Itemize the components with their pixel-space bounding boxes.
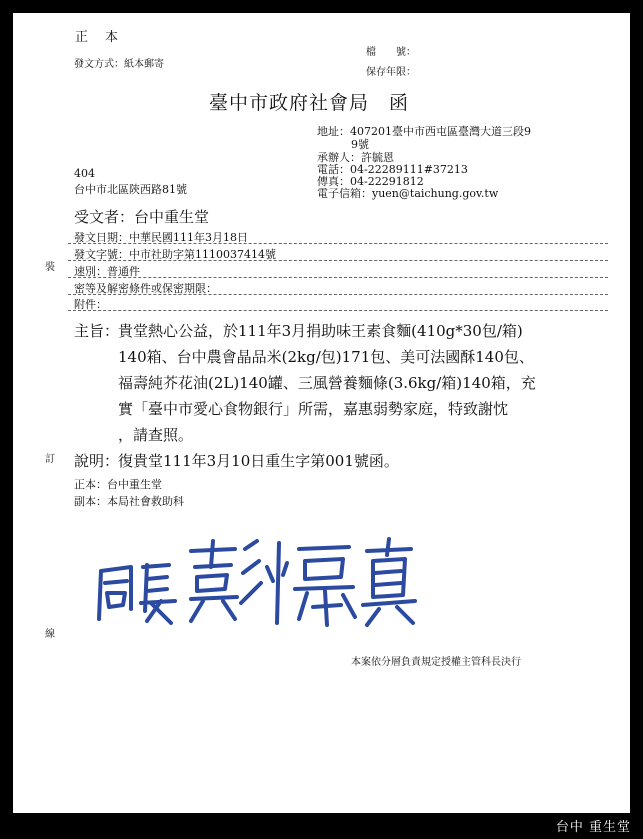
document-page bbox=[13, 13, 630, 813]
copy-type: 正 本 bbox=[75, 30, 121, 45]
recipient: 受文者：台中重生堂 bbox=[74, 208, 210, 226]
issue-date: 發文日期：中華民國111年3月18日 bbox=[74, 231, 248, 244]
sender-address-line1: 地址：407201臺中市西屯區臺灣大道三段9 bbox=[317, 125, 531, 138]
subject-line: 福壽純芥花油(2L)140罐、三風營養麵條(3.6kg/箱)140箱，充 bbox=[118, 374, 536, 392]
sender-phone: 電話：04-22289111#37213 bbox=[317, 163, 468, 176]
binding-mark: 訂 bbox=[45, 454, 55, 465]
divider bbox=[68, 277, 608, 278]
document-number: 發文字號：中市社助字第1110037414號 bbox=[74, 248, 276, 261]
recipient-postal-code: 404 bbox=[74, 167, 95, 180]
attachments: 附件： bbox=[74, 298, 107, 311]
retention-label: 保存年限： bbox=[366, 67, 416, 78]
divider bbox=[68, 243, 608, 244]
explanation-text: 復貴堂111年3月10日重生字第001號函。 bbox=[118, 452, 399, 470]
divider bbox=[68, 294, 608, 295]
binding-mark: 線 bbox=[45, 629, 55, 640]
watermark-label: 台中 重生堂 bbox=[555, 820, 631, 835]
recipient-street: 台中市北區陝西路81號 bbox=[74, 183, 187, 196]
subject-line: 140箱、台中農會晶品米(2kg/包)171包、美可法國酥140包、 bbox=[118, 348, 534, 366]
subject-label: 主旨： bbox=[74, 322, 120, 340]
binding-mark: 裝 bbox=[45, 262, 55, 273]
divider bbox=[68, 260, 608, 261]
priority: 速別：普通件 bbox=[74, 265, 140, 278]
file-number-label: 檔 號： bbox=[366, 47, 416, 58]
explanation-label: 說明： bbox=[74, 452, 120, 470]
subject-line: ，請查照。 bbox=[118, 426, 194, 444]
subject-line: 貴堂熱心公益，於111年3月捐助味王素食麵(410g*30包/箱) bbox=[118, 322, 523, 340]
subject-line: 實「臺中市愛心食物銀行」所需，嘉惠弱勢家庭，特致謝忱 bbox=[118, 400, 509, 418]
distribution-original: 正本：台中重生堂 bbox=[74, 478, 162, 491]
confidentiality: 密等及解密條件或保密期限： bbox=[74, 282, 217, 295]
director-signature bbox=[87, 531, 417, 631]
sender-address-line2: 9號 bbox=[351, 138, 369, 151]
sender-contact: 承辦人：許毓恩 bbox=[317, 151, 394, 164]
delivery-method: 發文方式：紙本郵寄 bbox=[74, 59, 164, 70]
divider bbox=[68, 310, 608, 311]
authorization-note: 本案依分層負責規定授權主管科長決行 bbox=[351, 657, 521, 668]
sender-email: 電子信箱：yuen@taichung.gov.tw bbox=[317, 187, 499, 200]
distribution-copy: 副本：本局社會救助科 bbox=[74, 495, 184, 508]
sender-fax: 傳真：04-22291812 bbox=[317, 175, 424, 188]
document-title: 臺中市政府社會局 函 bbox=[209, 92, 410, 114]
